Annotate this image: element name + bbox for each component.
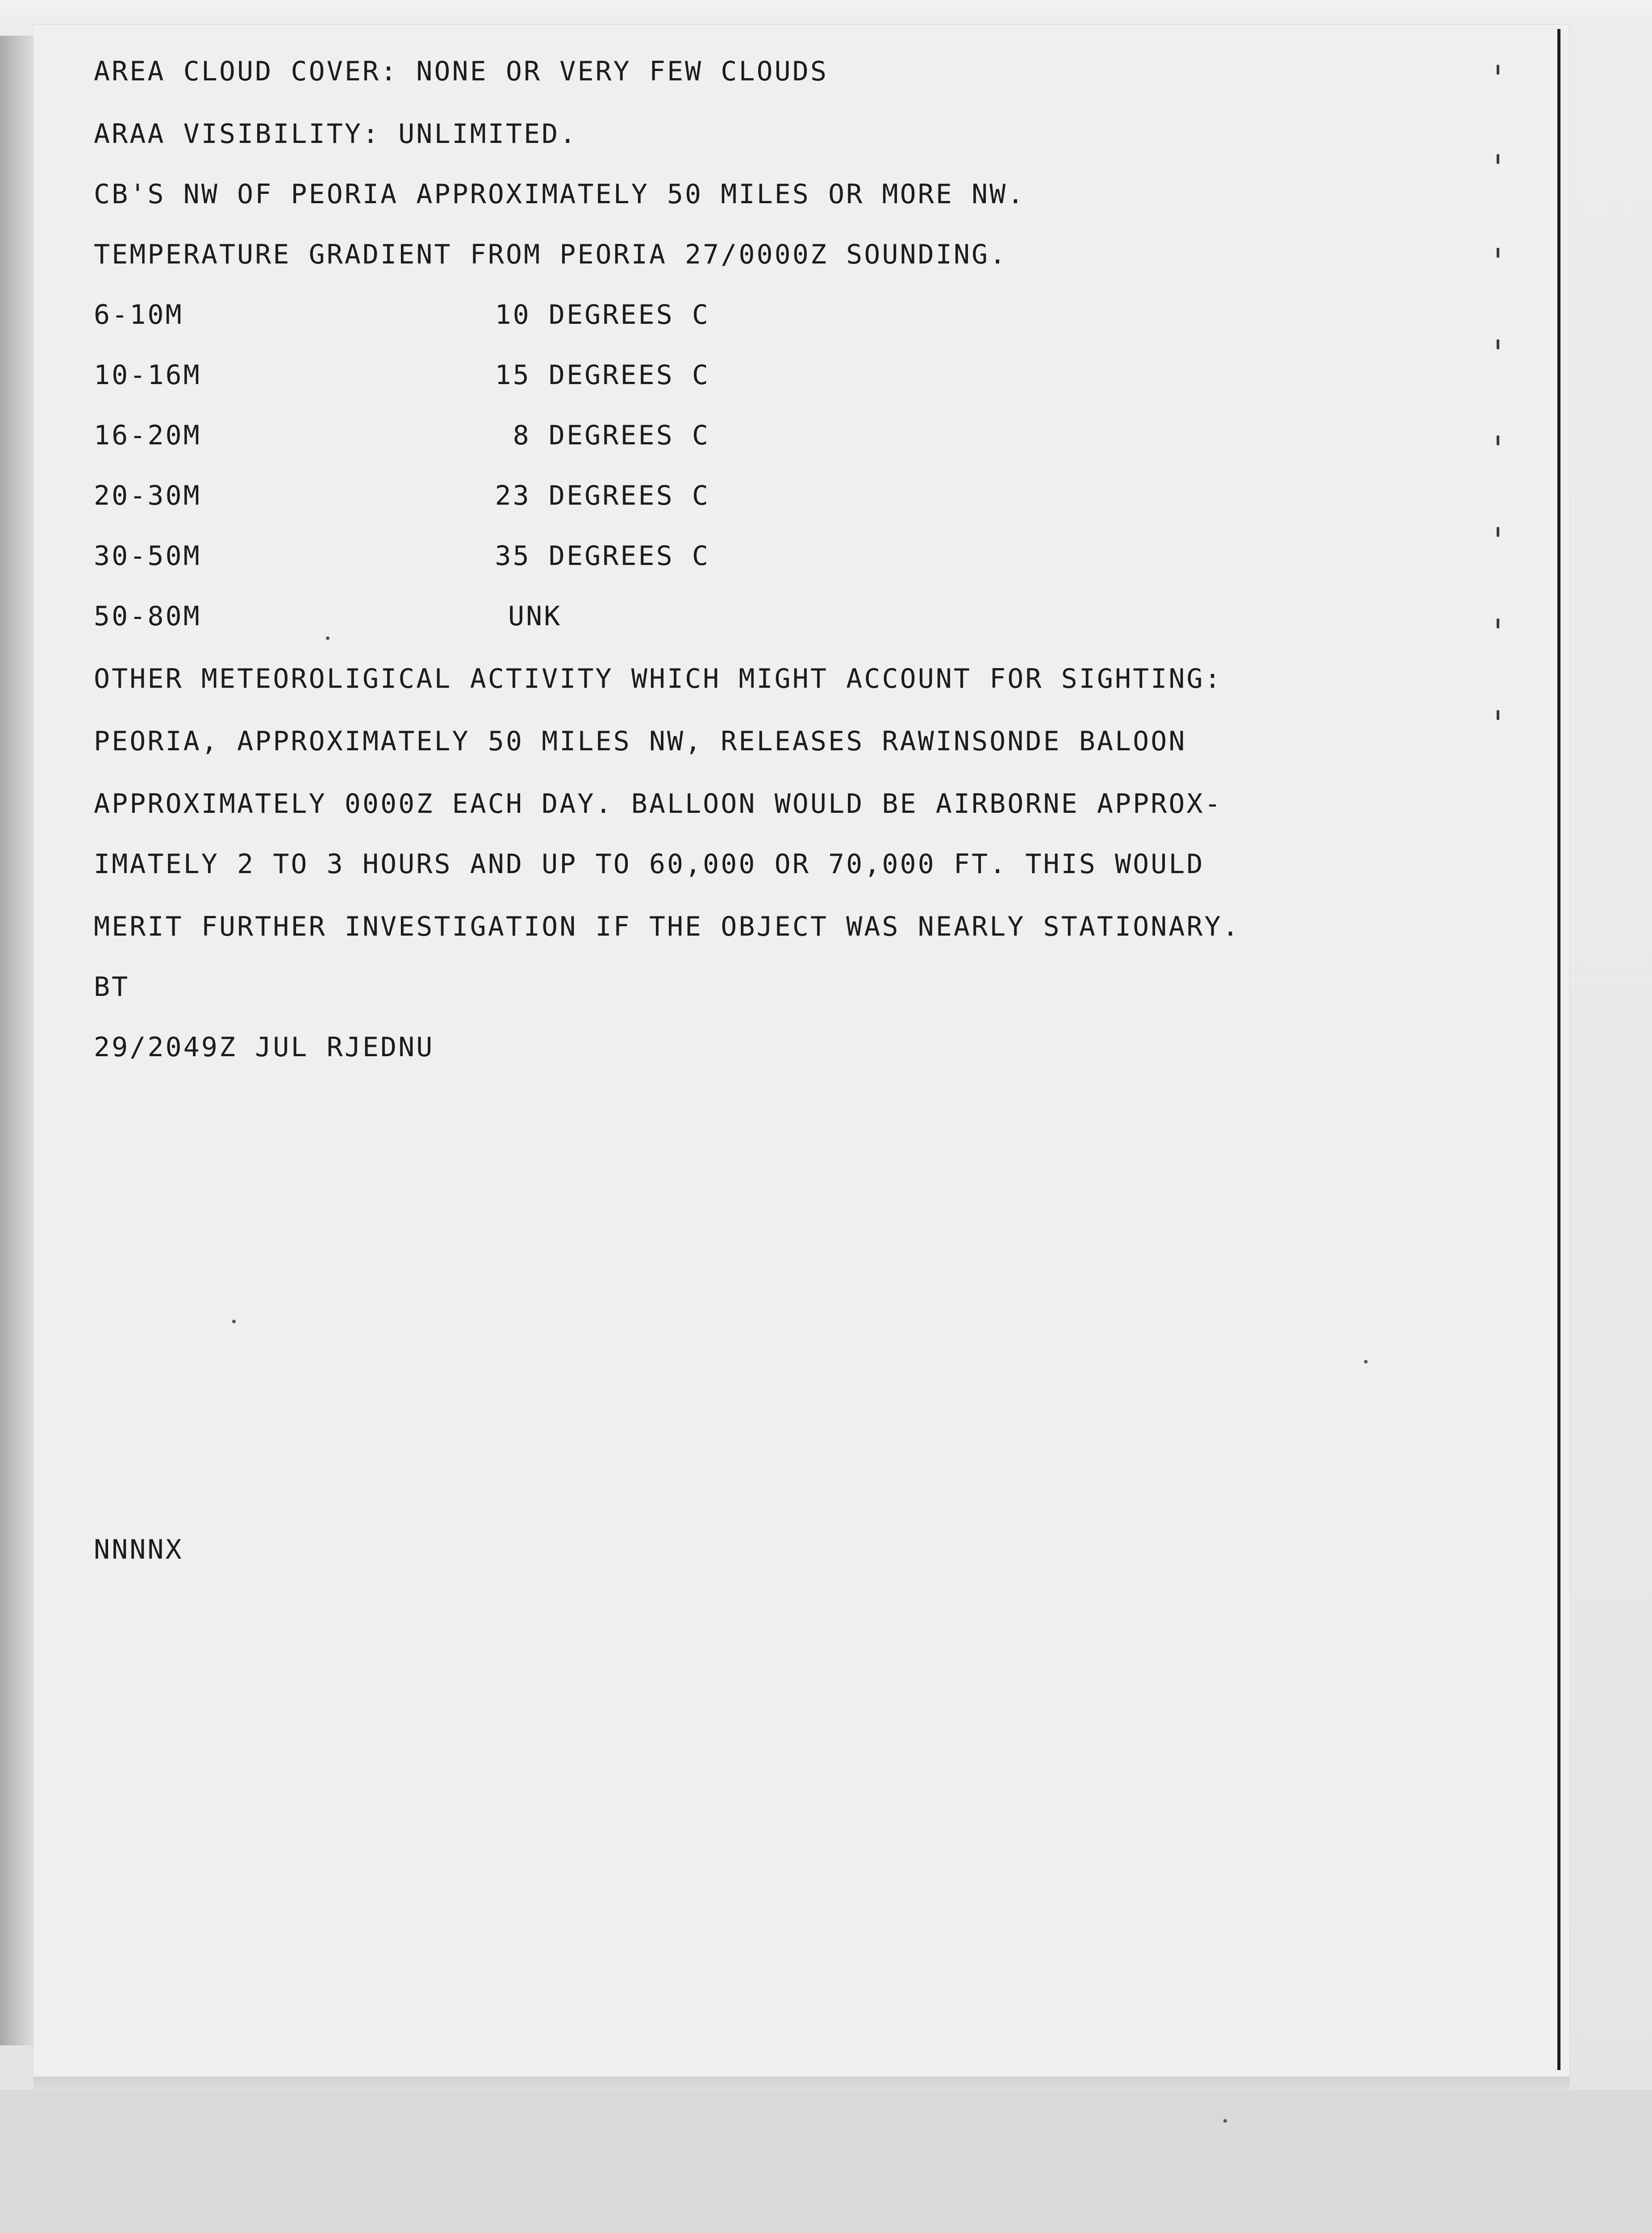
page-bottom-shadow	[33, 2077, 1569, 2090]
temperature-value: 15 DEGREES C	[495, 360, 710, 391]
scan-left-edge	[0, 36, 36, 2045]
cloud-cover-line: AREA CLOUD COVER: NONE OR VERY FEW CLOUDS	[94, 56, 829, 87]
date-time-group: 29/2049Z JUL RJEDNU	[94, 1032, 434, 1063]
margin-tick	[1497, 619, 1499, 628]
margin-tick	[1497, 527, 1499, 537]
break-marker: BT	[94, 971, 130, 1003]
altitude-range: 30-50M	[94, 540, 201, 572]
scan-speck	[1223, 2119, 1227, 2123]
other-activity-line: PEORIA, APPROXIMATELY 50 MILES NW, RELEASES RAWINSONDE BALOON	[94, 726, 1187, 757]
margin-tick	[1497, 435, 1499, 445]
visibility-line: ARAA VISIBILITY: UNLIMITED.	[94, 118, 578, 150]
other-activity-line: MERIT FURTHER INVESTIGATION IF THE OBJECT WAS NEARLY STATIONARY.	[94, 911, 1240, 942]
temperature-value: 8 DEGREES C	[513, 420, 710, 451]
scan-speck	[326, 636, 330, 640]
temperature-gradient-heading: TEMPERATURE GRADIENT FROM PEORIA 27/0000Z SOUNDING.	[94, 239, 1008, 270]
right-margin-rule	[1557, 29, 1560, 2070]
margin-tick	[1497, 65, 1499, 75]
margin-tick	[1497, 248, 1499, 258]
altitude-range: 20-30M	[94, 480, 201, 511]
altitude-range: 50-80M	[94, 601, 201, 632]
altitude-range: 6-10M	[94, 299, 184, 330]
cb-line: CB'S NW OF PEORIA APPROXIMATELY 50 MILES OR MORE NW.	[94, 179, 1026, 210]
altitude-range: 10-16M	[94, 360, 201, 391]
margin-tick	[1497, 710, 1499, 720]
margin-tick	[1497, 154, 1499, 164]
other-activity-line: OTHER METEOROLIGICAL ACTIVITY WHICH MIGHT ACCOUNT FOR SIGHTING:	[94, 663, 1222, 694]
scan-lower-area	[0, 2090, 1652, 2233]
end-of-message-marker: NNNNX	[94, 1534, 184, 1565]
temperature-value: UNK	[508, 601, 562, 632]
scan-top-edge	[0, 0, 1652, 27]
scan-speck	[232, 1320, 236, 1323]
temperature-value: 10 DEGREES C	[495, 299, 710, 330]
altitude-range: 16-20M	[94, 420, 201, 451]
temperature-value: 23 DEGREES C	[495, 480, 710, 511]
other-activity-line: APPROXIMATELY 0000Z EACH DAY. BALLOON WOULD BE AIRBORNE APPROX-	[94, 788, 1222, 820]
scan-speck	[1364, 1360, 1368, 1363]
margin-tick	[1497, 339, 1499, 349]
temperature-value: 35 DEGREES C	[495, 540, 710, 572]
other-activity-line: IMATELY 2 TO 3 HOURS AND UP TO 60,000 OR 70,000 FT. THIS WOULD	[94, 849, 1205, 880]
